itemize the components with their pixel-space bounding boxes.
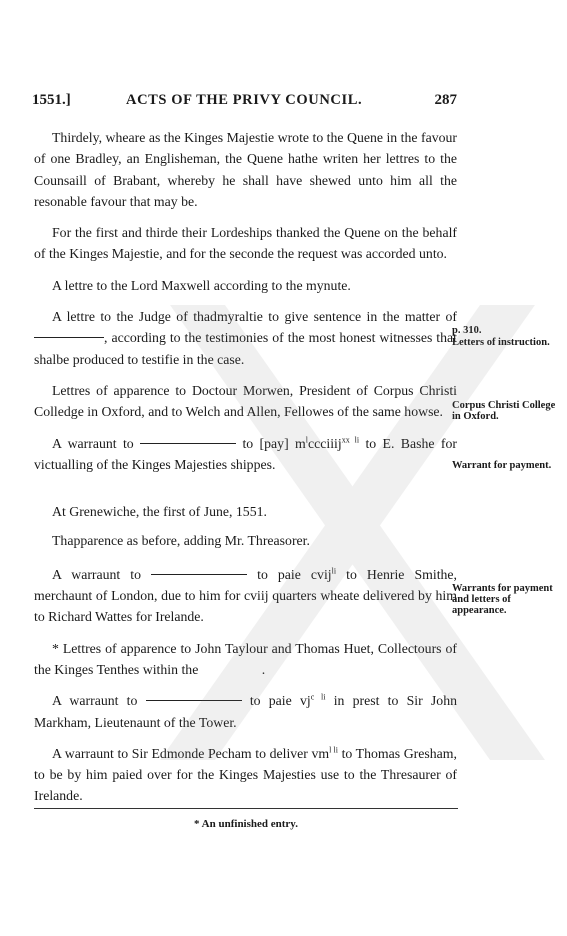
paragraph-markham [34, 690, 457, 733]
superscript: c li [310, 692, 326, 702]
paragraph-morwen: Lettres of apparence to Doctour Morwen, President of Corpus Christi Colledge in Oxford, and to Welch and Allen, Fellowes of the same howse. [34, 382, 457, 420]
text-segment: to E. Bashe for victualling of the Kinges Majesties shippes. [34, 435, 457, 472]
text-segment: A warraunt to [52, 693, 138, 709]
header-year: 1551.] [32, 92, 71, 108]
superscript: l [305, 434, 308, 444]
header-title: ACTS OF THE PRIVY COUNCIL. [126, 92, 363, 108]
text-segment: to [pay] m [242, 435, 306, 451]
text-segment: , according to the testimonies of the most honest witnesses that shalbe produced to testifie in the case. [34, 330, 457, 367]
paragraph-appearance: Thapparence as before, adding Mr. Threasorer. [52, 533, 310, 549]
blank-line [151, 574, 247, 575]
superscript: xx li [341, 434, 360, 444]
page-number: 287 [434, 92, 457, 108]
text-segment: to paie cvij [257, 566, 332, 582]
blank-line [34, 337, 104, 338]
superscript: li [331, 566, 337, 576]
paragraph-maxwell: A lettre to the Lord Maxwell according to the mynute. [52, 277, 351, 293]
margin-note-instruction: Letters of instruction. [452, 337, 550, 348]
text-segment: to Thomas Gresham, to be by him paied over for the Kinges Majesties use to the Thresaurer of Irelande. [34, 745, 457, 804]
margin-note-warrant: Warrant for payment. [452, 460, 552, 471]
section-heading: At Grenewiche, the first of June, 1551. [52, 504, 267, 520]
paragraph-admiralty [34, 306, 457, 370]
paragraph-smithe [34, 564, 457, 628]
footnote: * An unfinished entry. [194, 818, 298, 830]
text-segment: A warraunt to Sir Edmonde Pecham to deliver vm [52, 745, 330, 761]
text-segment: ccciiij [308, 435, 342, 451]
text-segment: to Henrie Smithe, merchaunt of London, due to him for cviij quarters wheate delivered by him to Richard Wattes for Irelande. [34, 566, 457, 625]
text-segment: Lettres of apparence to John Taylour and Thomas Huet, Collectours of the Kinges Tenthes within the [34, 640, 457, 677]
text-segment: . [261, 661, 266, 677]
paragraph-pecham [34, 743, 457, 807]
text-segment: A warraunt to [52, 566, 142, 582]
paragraph-bradley: Thirdely, wheare as the Kinges Majestie wrote to the Quene in the favour of one Bradley, an Englisheman, the Quene hathe writen her lettres to the Counsaill of Brabant, whereby he shall have shewed unto him all the resonable favour that may be. [34, 130, 457, 209]
paragraph-lordships: For the first and thirde their Lordeships thanked the Quene on the behalf of the Kinges Majestie, and for the seconde the request was accorded unto. [34, 225, 457, 262]
body-text [34, 127, 457, 817]
margin-note-corpus-christi: Corpus Christi College in Oxford. [452, 400, 556, 422]
blank-line [146, 700, 242, 701]
paragraph-taylour [34, 638, 457, 681]
text-segment: A lettre to the Judge of thadmyraltie to give sentence in the matter of [52, 309, 457, 325]
footnote-mark: * [52, 640, 59, 656]
margin-note-page-ref: p. 310. [452, 325, 482, 336]
superscript: l li [329, 745, 338, 755]
text-segment: in prest to Sir John Markham, Lieutenaunt of the Tower. [34, 693, 457, 730]
blank-line [140, 443, 236, 444]
footnote-rule [34, 808, 458, 809]
running-header [32, 92, 457, 112]
paragraph-bashe [34, 433, 457, 476]
text-segment: to paie vj [249, 693, 311, 709]
margin-note-warrants-appearance: Warrants for payment and letters of appearance. [452, 583, 553, 616]
text-segment: A warraunt to [52, 435, 134, 451]
